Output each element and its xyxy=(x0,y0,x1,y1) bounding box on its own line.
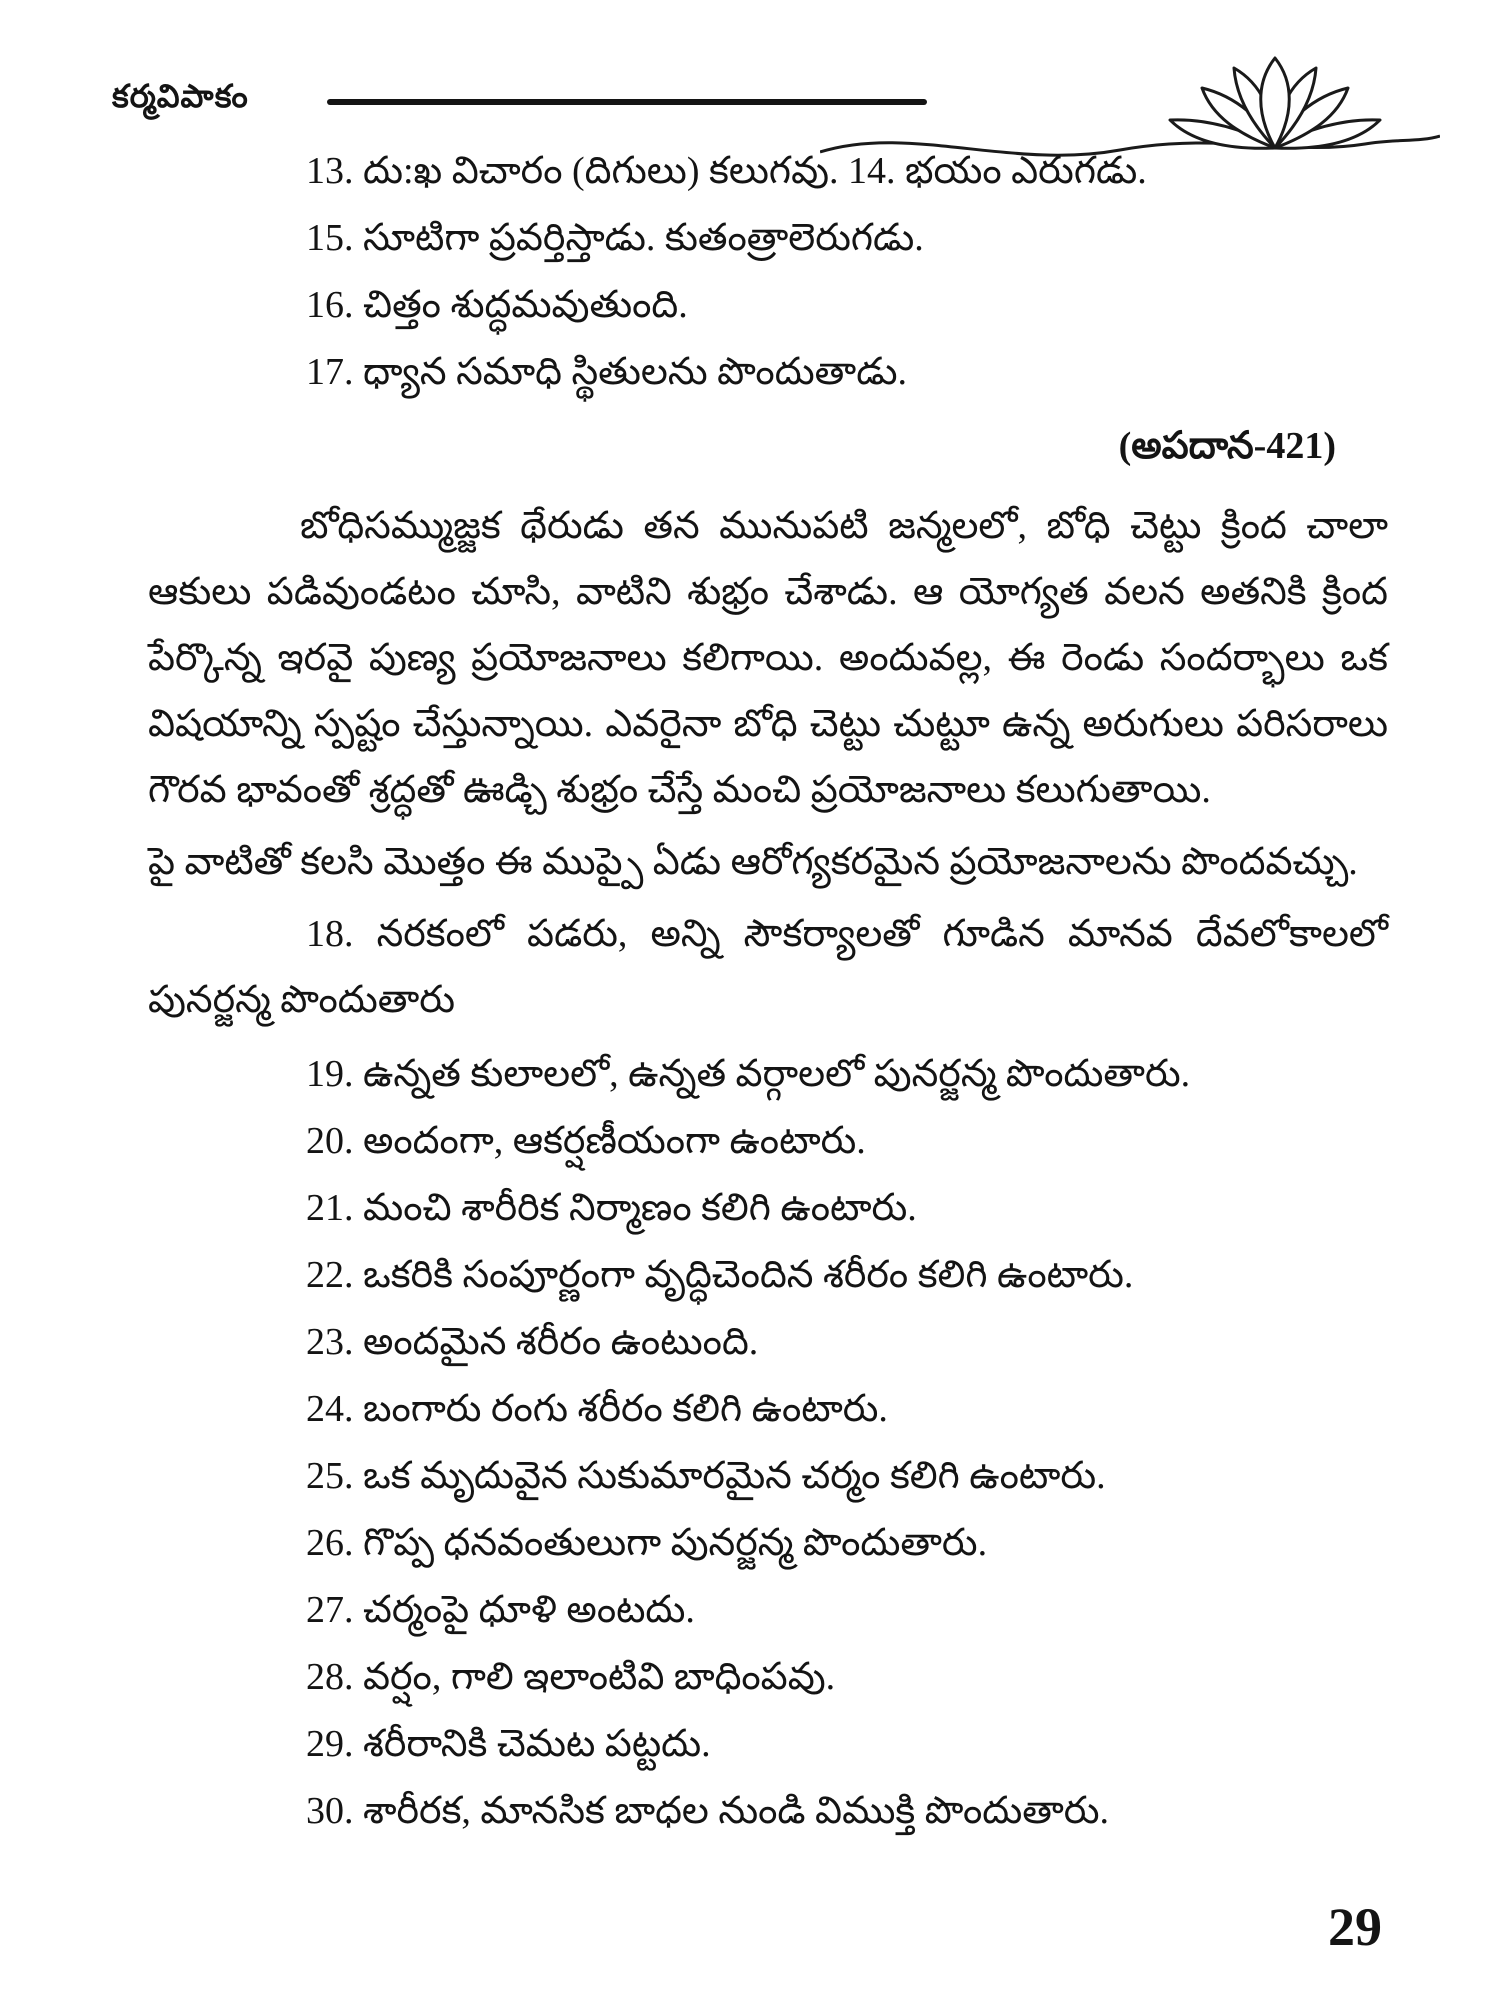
list-item: 13. దు:ఖ విచారం (దిగులు) కలుగవు. 14. భయం ఎరుగడు. xyxy=(306,150,1147,192)
list-item: 23. అందమైన శరీరం ఉంటుంది. xyxy=(306,1321,759,1363)
list-item: 15. సూటిగా ప్రవర్తిస్తాడు. కుతంత్రాలెరుగడు. xyxy=(306,217,924,259)
list-item: 17. ధ్యాన సమాధి స్థితులను పొందుతాడు. xyxy=(306,351,907,393)
reference-note: (అపదాన-421) xyxy=(1118,425,1336,467)
list-item: 20. అందంగా, ఆకర్షణీయంగా ఉంటారు. xyxy=(306,1120,866,1162)
page-number: 29 xyxy=(1328,1897,1382,1957)
list-item: 27. చర్మంపై ధూళి అంటదు. xyxy=(306,1589,695,1631)
paragraph: బోధిసమ్ముజ్జక థేరుడు తన మునుపటి జన్మలలో, బోధి చెట్టు క్రింద చాలా ఆకులు పడివుండటం చూసి, వాటిని శుభ్రం చేశాడు. ఆ యోగ్యత వలన అతనికి క్రింద పేర్కొన్న ఇరవై పుణ్య ప్రయోజనాలు కలిగాయి. అందువల్ల, ఈ రెండు సందర్భాలు ఒక విషయాన్ని స్పష్టం చేస్తున్నాయి. ఎవరైనా బోధి చెట్టు చుట్టూ ఉన్న అరుగులు పరిసరాలు గౌరవ భావంతో శ్రద్ధతో ఊడ్చి శుభ్రం చేస్తే మంచి ప్రయోజనాలు కలుగుతాయి. xyxy=(148,505,1388,811)
list-item: 18. నరకంలో పడరు, అన్ని సౌకర్యాలతో గూడిన మానవ దేవలోకాలలో పునర్జన్మ పొందుతారు xyxy=(148,913,1388,1021)
page-content xyxy=(148,138,1388,1845)
book-title: కర్మవిపాకం xyxy=(112,78,249,114)
list-item: 28. వర్షం, గాలి ఇలాంటివి బాధింపవు. xyxy=(306,1656,836,1698)
list-item: 30. శారీరక, మానసిక బాధల నుండి విముక్తి పొందుతారు. xyxy=(306,1790,1109,1832)
list-item: 22. ఒకరికి సంపూర్ణంగా వృద్ధిచెందిన శరీరం కలిగి ఉంటారు. xyxy=(306,1254,1134,1296)
list-item: 16. చిత్తం శుద్ధమవుతుంది. xyxy=(306,284,688,326)
benefit-list-upper xyxy=(148,138,1388,405)
benefit-list-lower xyxy=(148,1041,1388,1844)
paragraph: పై వాటితో కలసి మొత్తం ఈ ముప్పై ఏడు ఆరోగ్యకరమైన ప్రయోజనాలను పొందవచ్చు. xyxy=(148,841,1358,883)
list-item: 21. మంచి శారీరిక నిర్మాణం కలిగి ఉంటారు. xyxy=(306,1187,917,1229)
list-item: 24. బంగారు రంగు శరీరం కలిగి ఉంటారు. xyxy=(306,1388,888,1430)
list-item: 29. శరీరానికి చెమట పట్టదు. xyxy=(306,1723,711,1765)
list-item: 25. ఒక మృదువైన సుకుమారమైన చర్మం కలిగి ఉంటారు. xyxy=(306,1455,1106,1497)
list-item: 19. ఉన్నత కులాలలో, ఉన్నత వర్గాలలో పునర్జన్మ పొందుతారు. xyxy=(306,1053,1191,1095)
list-item: 26. గొప్ప ధనవంతులుగా పునర్జన్మ పొందుతారు. xyxy=(306,1522,988,1564)
